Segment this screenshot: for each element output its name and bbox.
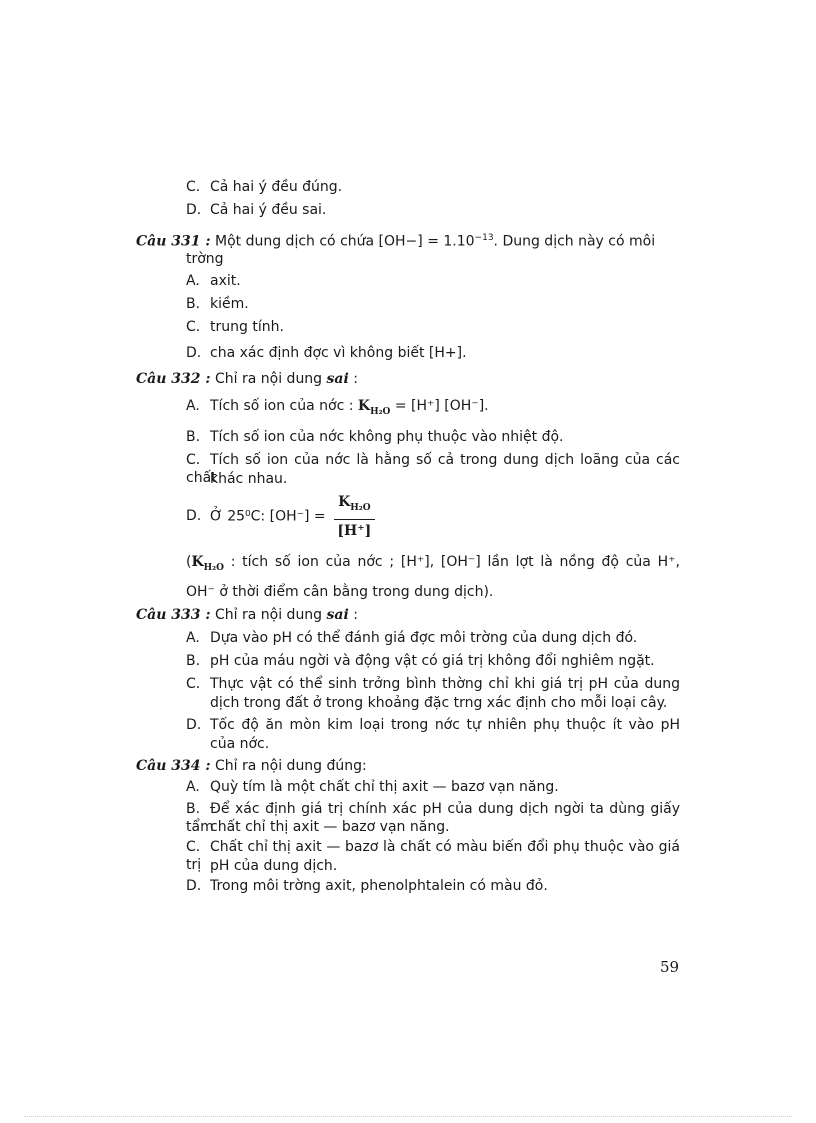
kh2o-symbol: $K_{H_2O}$ — [357, 398, 391, 417]
kh2o-symbol: $K_{H_2O}$ — [191, 554, 224, 573]
option-text: trung tính. — [210, 319, 284, 335]
question-colon: : — [353, 371, 358, 387]
option-letter: B. — [186, 801, 201, 817]
option-text: Cả hai ý đều sai. — [210, 202, 327, 218]
option-334-d — [186, 877, 686, 895]
question-text-end: . Dung dịch này có môi — [493, 233, 656, 250]
question-label: Câu 332 : — [136, 371, 211, 387]
question-emphasis: sai — [326, 607, 349, 623]
note-text: : tích số ion của nớc ; [H⁺], [OH⁻] lần lợt là nồng độ của H⁺, — [223, 554, 680, 570]
fraction-numerator: $K_{H_2O}$ — [334, 493, 374, 520]
note-332-cont: OH⁻ ở thời điểm cân bằng trong dung dịch). — [186, 584, 494, 600]
option-letter: A. — [186, 273, 200, 289]
option-332-d — [186, 493, 686, 540]
option-text: Quỳ tím là một chất chỉ thị axit — bazơ vạn năng. — [210, 779, 559, 795]
question-331-cont: trờng — [186, 251, 224, 267]
page-number: 59 — [660, 958, 680, 976]
question-text: Chỉ ra nội dung — [215, 607, 323, 623]
option-letter: D. — [186, 878, 202, 894]
option-letter: A. — [186, 630, 200, 646]
option-text: Trong môi trờng axit, phenolphtalein có màu đỏ. — [210, 878, 548, 894]
question-colon: : — [353, 607, 358, 623]
question-label: Câu 334 : — [136, 758, 211, 774]
option-334-a — [186, 778, 686, 796]
option-text: axit. — [210, 273, 241, 289]
exponent: −13 — [474, 233, 494, 243]
question-text-mid: ] = 1.10 — [417, 233, 475, 250]
option-letter: D. — [186, 508, 202, 525]
option-331-a — [186, 272, 686, 290]
question-332 — [136, 370, 681, 388]
option-332-b — [186, 428, 686, 446]
option-letter: D. — [186, 202, 202, 218]
option-text: cha xác định đợc vì không biết [H+]. — [210, 345, 467, 361]
option-333-c — [186, 675, 680, 693]
option-332-c-cont: khác nhau. — [210, 471, 288, 487]
question-label: Câu 331 : — [136, 233, 211, 250]
option-text: Thực vật có thể sinh trởng bình thờng chỉ khi giá trị pH của dung — [210, 676, 680, 692]
question-emphasis: sai — [326, 371, 349, 387]
option-text: kiềm. — [210, 296, 249, 312]
option-text: Tích số ion của nớc : — [210, 398, 354, 414]
option-letter: A. — [186, 779, 200, 795]
option-333-d — [186, 716, 680, 734]
option-text: Để xác định giá trị chính xác pH của dung dịch ngời ta dùng giấy tẩm — [186, 801, 680, 835]
option-letter: B. — [186, 296, 201, 312]
question-334 — [136, 757, 681, 775]
option-letter: C. — [186, 676, 201, 692]
option-letter: C. — [186, 839, 201, 855]
option-text: Dựa vào pH có thể đánh giá đợc môi trờng của dung dịch đó. — [210, 630, 638, 646]
note-332 — [186, 553, 680, 577]
option-334-c-cont: pH của dung dịch. — [210, 858, 338, 874]
option-332-a — [186, 397, 686, 421]
option-text: pH của máu ngời và động vật có giá trị không đổi nghiêm ngặt. — [210, 653, 655, 669]
option-letter: D. — [186, 345, 202, 361]
option-text: Tốc độ ăn mòn kim loại trong nớc tự nhiên phụ thuộc ít vào pH — [210, 717, 680, 733]
option-letter: C. — [186, 452, 201, 468]
question-333 — [136, 606, 681, 624]
option-text: Ở 25⁰C: [OH⁻] = — [210, 508, 326, 525]
option-text: Tích số ion của nớc không phụ thuộc vào nhiệt độ. — [210, 429, 564, 445]
question-text: Chỉ ra nội dung đúng: — [215, 758, 367, 774]
option-333-b — [186, 652, 686, 670]
option-text: Tích số ion của nớc là hằng số cả trong dung dịch loãng của các chất — [186, 452, 680, 486]
question-label: Câu 333 : — [136, 607, 211, 623]
option-letter: D. — [186, 717, 202, 733]
option-prev-d — [186, 201, 686, 219]
option-text: Chất chỉ thị axit — bazơ là chất có màu biến đổi phụ thuộc vào giá trị — [186, 839, 680, 873]
question-text: Chỉ ra nội dung — [215, 371, 323, 387]
option-letter: A. — [186, 398, 200, 414]
option-letter: C. — [186, 319, 201, 335]
option-letter: B. — [186, 653, 201, 669]
option-334-b-cont: chất chỉ thị axit — bazơ vạn năng. — [210, 819, 450, 835]
option-letter: B. — [186, 429, 201, 445]
option-333-c-cont: dịch trong đất ở trong khoảng đặc trng xác định cho mỗi loại cây. — [210, 695, 668, 711]
option-letter: C. — [186, 179, 201, 195]
option-text: Cả hai ý đều đúng. — [210, 179, 343, 195]
question-text: Một dung dịch có chứa [OH — [215, 233, 406, 250]
option-333-a — [186, 629, 686, 647]
fraction-denominator: [H⁺] — [337, 522, 372, 539]
option-333-d-cont: của nớc. — [210, 736, 270, 752]
fraction — [334, 493, 374, 540]
option-331-c — [186, 318, 686, 336]
option-331-b — [186, 295, 686, 313]
page-divider — [24, 1116, 792, 1117]
note-paren: ( — [186, 554, 192, 570]
option-prev-c — [186, 178, 686, 196]
option-331-d — [186, 344, 686, 362]
option-text-post: = [H⁺] [OH⁻]. — [394, 398, 489, 414]
question-331: Câu 331 : Một dung dịch có chứa $[OH-] = 1.10^{-13}$. Dung dịch này có môi — [136, 233, 656, 250]
